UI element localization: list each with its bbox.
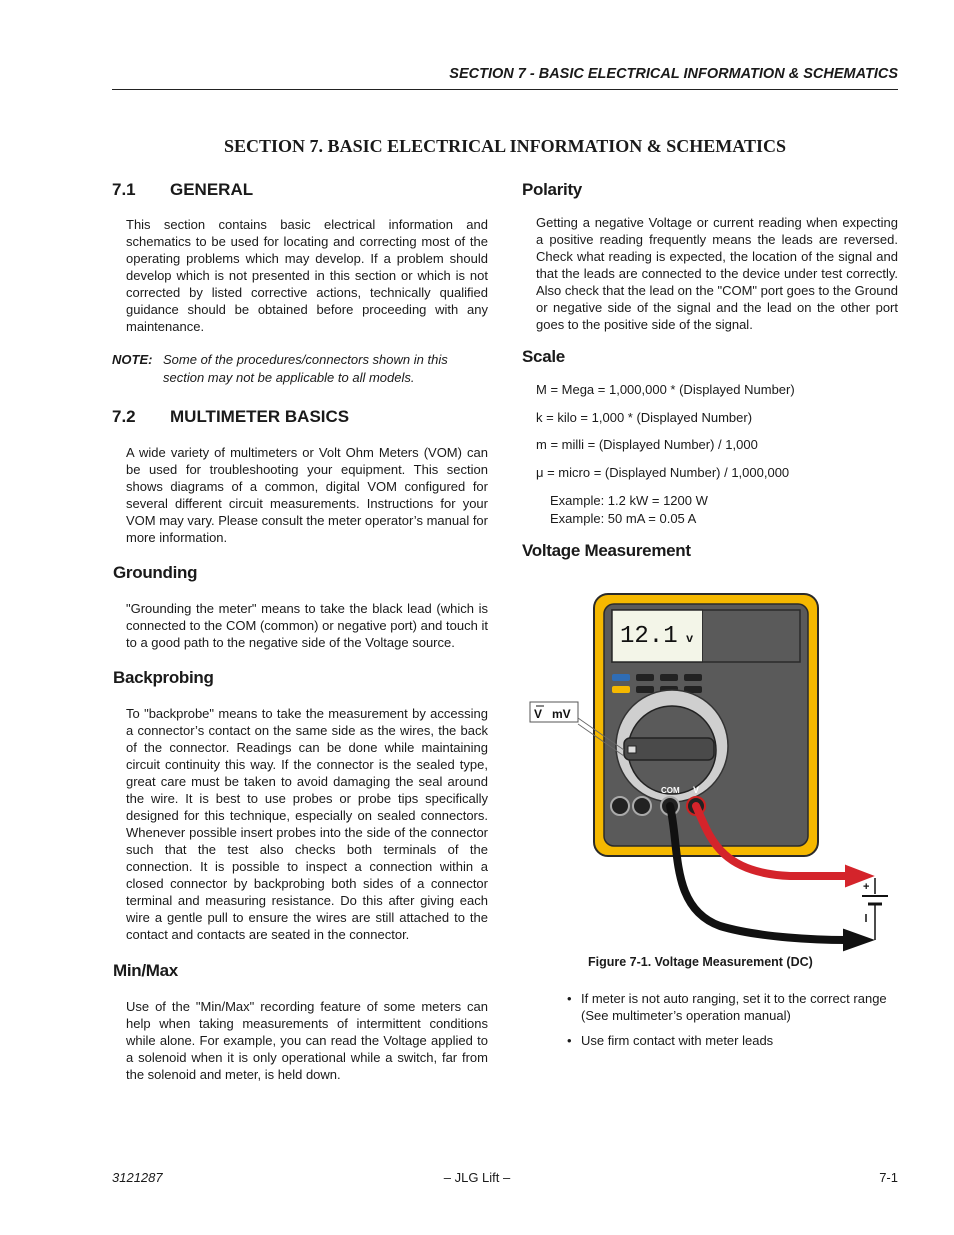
function-button-2 <box>660 674 678 681</box>
com-label: COM <box>661 786 680 795</box>
bullet-item <box>567 990 899 1024</box>
page-title: SECTION 7. BASIC ELECTRICAL INFORMATION & SCHEMATICS <box>224 136 786 156</box>
scale-micro: μ = micro = (Displayed Number) / 1,000,000 <box>536 465 790 480</box>
minmax-heading: Min/Max <box>113 961 178 980</box>
callout-v-label: V <box>534 707 543 721</box>
minmax-paragraph: Use of the "Min/Max" recording feature of some meters can help when taking measurements of intermittent conditions while alone. For example, you can read the Voltage applied to a solenoid when it is only operational while a switch, far from the solenoid and meter, is held down. <box>126 999 488 1082</box>
running-header: SECTION 7 - BASIC ELECTRICAL INFORMATION & SCHEMATICS <box>449 66 898 82</box>
polarity-paragraph: Getting a negative Voltage or current reading when expecting a positive reading frequently means the leads are reversed. Check what reading is expected, the location of the signal and that the leads are connected to the device under test correctly. Also check that the lead on the "COM" port goes to the Ground or negative side of the signal and the lead on the other port goes to the positive side of the signal. <box>536 215 898 332</box>
callout-mv-label: mV <box>552 707 571 721</box>
bullet-dot: • <box>567 991 572 1006</box>
function-button-4 <box>636 686 654 693</box>
section-title: MULTIMETER BASICS <box>170 407 350 426</box>
scale-milli: m = milli = (Displayed Number) / 1,000 <box>536 437 758 452</box>
section-7-1-heading <box>112 180 253 200</box>
black-lead-tip <box>844 930 872 950</box>
backprobing-heading: Backprobing <box>113 668 214 687</box>
yellow-button <box>612 686 630 693</box>
polarity-heading: Polarity <box>522 180 582 199</box>
section-number: 7.1 <box>112 180 136 199</box>
blue-button <box>612 674 630 681</box>
bullet-dot: • <box>567 1033 572 1048</box>
scale-mega: M = Mega = 1,000,000 * (Displayed Number) <box>536 382 795 397</box>
backprobing-paragraph: To "backprobe" means to take the measurement by accessing a connector’s contact on the same side as the wires, the back of the connector. Readings can be done while maintaining circuit continuity this way. If the connector is the sealed type, great care must be taken to avoid damaging the seal around the wire. It is best to use probes or probe tips specifically designed for this technique, especially on sealed connectors. Whenever possible insert probes into the side of the connector such that the test also checks both terminals of the connection. It is possible to inspect a connection within a closed connector by backprobing both sides of a connector terminal and measuring resistance. Do this after giving each wire a gentle pull to ensure the wires are still attached to the contact and contacts are seated in the connector. <box>126 706 488 942</box>
note-text: Some of the procedures/connectors shown in this section may not be applicable to all models. <box>163 352 448 385</box>
dial-knob <box>624 738 714 760</box>
scale-kilo: k = kilo = 1,000 * (Displayed Number) <box>536 410 753 425</box>
function-button-3 <box>684 674 702 681</box>
port-2 <box>633 797 651 815</box>
figure-caption: Figure 7-1. Voltage Measurement (DC) <box>588 955 813 969</box>
section-title: GENERAL <box>170 180 254 199</box>
port-1 <box>611 797 629 815</box>
grounding-paragraph: "Grounding the meter" means to take the black lead (which is connected to the COM (common) or negative port) and touch it to a good path to the negative side of the Voltage source. <box>126 601 488 650</box>
footer-center: – JLG Lift – <box>443 1170 511 1185</box>
function-button-1 <box>636 674 654 681</box>
voltage-measurement-figure <box>520 588 900 960</box>
v-port-label: V <box>693 785 700 795</box>
lcd-value: 12.1 <box>620 623 678 650</box>
voltage-heading: Voltage Measurement <box>522 541 691 560</box>
footer-page-number: 7-1 <box>879 1170 898 1185</box>
header-rule <box>112 89 898 90</box>
dial-pointer <box>628 746 636 753</box>
battery-plus: + <box>863 881 870 893</box>
scale-heading: Scale <box>522 347 565 366</box>
bullet-text: Use firm contact with meter leads <box>581 1033 774 1048</box>
bullet-text: If meter is not auto ranging, set it to the correct range (See multimeter’s operation manual) <box>581 991 887 1023</box>
section-7-2-heading <box>112 407 349 427</box>
scale-example-2: Example: 50 mA = 0.05 A <box>550 511 697 526</box>
note-label: NOTE: <box>112 352 153 367</box>
general-paragraph: This section contains basic electrical information and schematics to be used for locating and correcting most of the operating problems which may develop. If a problem should develop which is not presented in this section or which is not corrected by listed corrective actions, technically qualified guidance should be obtained before proceeding with any maintenance. <box>126 217 488 334</box>
section-number: 7.2 <box>112 407 136 426</box>
footer-doc-number: 3121287 <box>112 1170 163 1185</box>
scale-example-1: Example: 1.2 kW = 1200 W <box>550 493 708 508</box>
lcd-unit: v <box>686 632 694 646</box>
bullet-item <box>567 1032 899 1049</box>
grounding-heading: Grounding <box>113 563 198 582</box>
multimeter-paragraph: A wide variety of multimeters or Volt Ohm Meters (VOM) can be used for troubleshooting your equipment. This section shows diagrams of a common, digital VOM configured for several different circuit measurements. Instructions for your VOM may vary. Please consult the meter operator’s manual for more information. <box>126 445 488 545</box>
